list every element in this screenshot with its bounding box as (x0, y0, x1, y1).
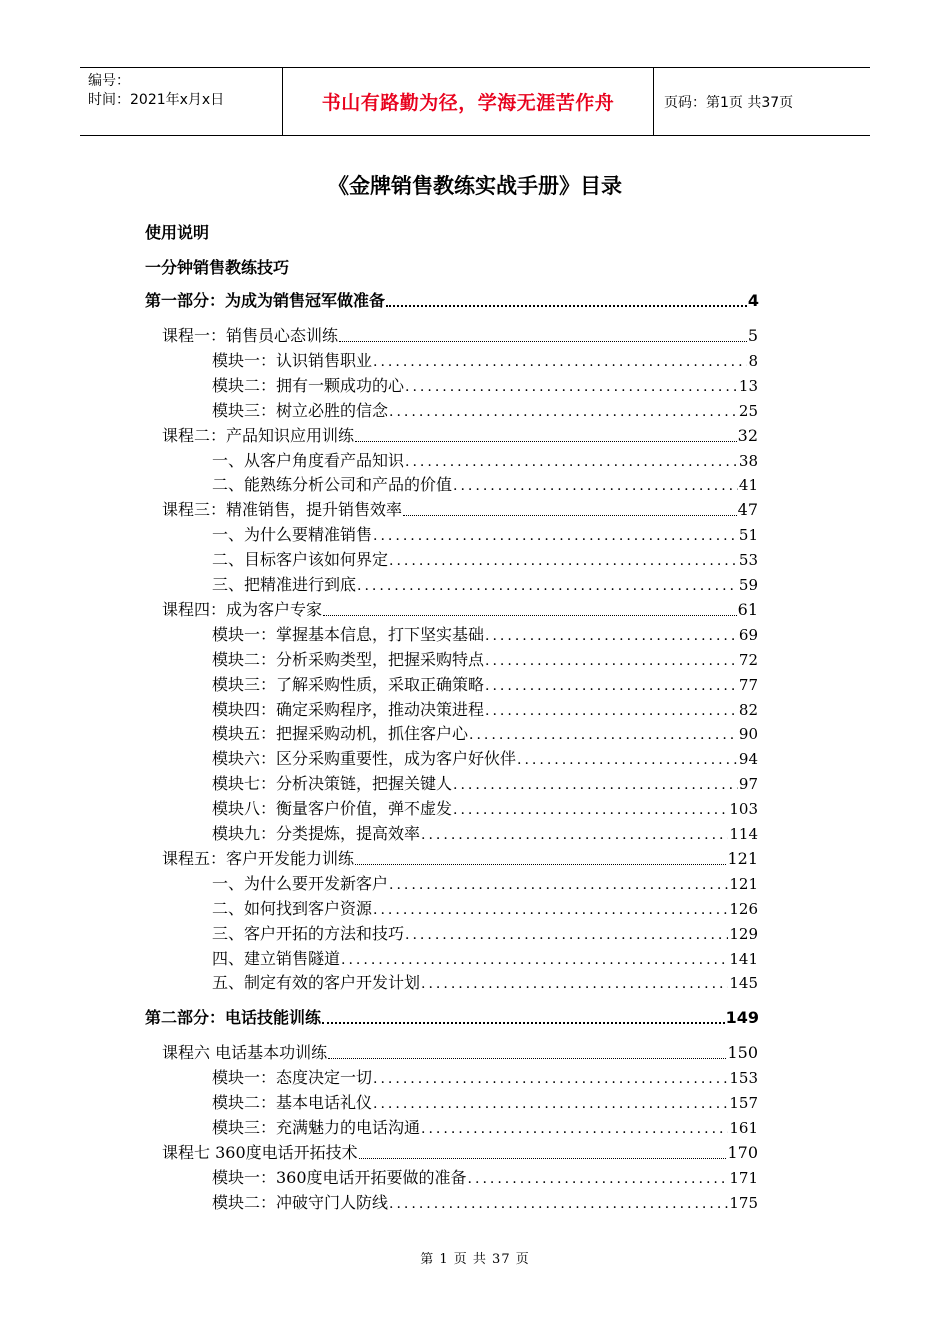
toc-entry-course[interactable] (162, 846, 758, 870)
toc-dot-leader (373, 1096, 728, 1112)
toc-entry-page: 51 (738, 526, 758, 545)
toc-entry-title: 模块六：区分采购重要性，成为客户好伙伴 (212, 749, 517, 769)
toc-entry-module[interactable] (212, 1115, 758, 1139)
toc-entry-module[interactable] (212, 1065, 758, 1089)
toc-entry-page: 150 (727, 1043, 758, 1063)
toc-entry-title: 模块三：了解采购性质，采取正确策略 (212, 674, 485, 694)
toc-entry-module[interactable] (212, 796, 758, 820)
toc-entry-page: 171 (729, 1168, 758, 1187)
toc-dot-leader (485, 653, 738, 669)
toc-entry-page: 72 (738, 650, 758, 669)
toc-entry-course[interactable] (162, 323, 758, 347)
toc-entry-title: 课程七 360度电话开拓技术 (162, 1142, 358, 1162)
toc-entry-page: 59 (738, 576, 758, 594)
toc-entry-module[interactable] (212, 1190, 758, 1214)
header-motto: 书山有路勤为径，学海无涯苦作舟 (282, 68, 654, 135)
toc-dot-leader (373, 528, 738, 544)
page-footer: 第 1 页 共 37 页 (420, 1252, 530, 1267)
intro-item-usage: 使用说明 (145, 223, 210, 242)
toc-entry-title: 模块二：基本电话礼仪 (212, 1093, 373, 1113)
toc-entry-page: 161 (729, 1119, 758, 1137)
toc-entry-title: 模块二：冲破守门人防线 (212, 1192, 389, 1212)
toc-dot-leader (485, 678, 738, 694)
toc-entry-module[interactable] (212, 398, 758, 422)
toc-dot-leader (386, 305, 747, 307)
toc-dot-leader (405, 454, 738, 470)
toc-entry-title: 模块八：衡量客户价值，弹不虚发 (212, 799, 453, 819)
header-date-label: 时间：2021年x月x日 (88, 92, 225, 108)
toc-entry-page: 94 (738, 750, 758, 769)
toc-dot-leader (421, 827, 728, 843)
toc-entry-title: 模块三：充满魅力的电话沟通 (212, 1118, 421, 1137)
toc-entry-title: 二、如何找到客户资源 (212, 898, 373, 918)
toc-entry-page: 13 (738, 376, 758, 395)
toc-entry-module[interactable] (212, 448, 758, 472)
toc-entry-module[interactable] (212, 348, 758, 372)
toc-entry-page: 41 (738, 476, 758, 495)
toc-entry-title: 第一部分：为成为销售冠军做准备 (145, 291, 386, 310)
toc-dot-leader (485, 703, 738, 719)
toc-entry-page: 77 (738, 675, 758, 694)
toc-entry-course[interactable] (162, 497, 758, 521)
toc-dot-leader (468, 1171, 729, 1187)
page-header (80, 67, 870, 136)
toc-entry-module[interactable] (212, 746, 758, 770)
toc-entry-module[interactable] (212, 647, 758, 671)
toc-entry-module[interactable] (212, 697, 758, 721)
toc-entry-title: 课程一：销售员心态训练 (162, 326, 339, 345)
toc-entry-page: 129 (729, 924, 758, 943)
toc-entry-page: 126 (729, 899, 758, 918)
toc-entry-title: 模块一：360度电话开拓要做的准备 (212, 1167, 467, 1187)
toc-dot-leader (389, 553, 738, 569)
toc-dot-leader (469, 727, 738, 743)
toc-entry-title: 课程二：产品知识应用训练 (162, 425, 355, 445)
toc-entry-page: 47 (737, 500, 758, 520)
toc-entry-title: 模块四：确定采购程序，推动决策进程 (212, 699, 485, 719)
toc-dot-leader (328, 1058, 726, 1059)
toc-entry-part[interactable] (145, 1005, 759, 1029)
toc-dot-leader (341, 952, 728, 968)
toc-entry-module[interactable] (212, 547, 758, 571)
toc-entry-page: 4 (747, 291, 759, 310)
toc-entry-title: 二、能熟练分析公司和产品的价值 (212, 475, 453, 495)
toc-dot-leader (389, 877, 728, 893)
toc-entry-title: 模块一：态度决定一切 (212, 1068, 373, 1088)
header-number-label: 编号： (88, 73, 130, 89)
toc-dot-leader (373, 902, 728, 918)
toc-entry-module[interactable] (212, 721, 758, 745)
toc-dot-leader (453, 478, 738, 494)
toc-entry-title: 二、目标客户该如何界定 (212, 550, 389, 570)
toc-entry-title: 课程三：精准销售，提升销售效率 (162, 500, 403, 520)
toc-entry-title: 模块五：把握采购动机，抓住客户心 (212, 724, 469, 744)
toc-entry-title: 四、建立销售隧道 (212, 948, 341, 968)
toc-dot-leader (517, 752, 738, 768)
toc-entry-title: 模块一：掌握基本信息，打下坚实基础 (212, 624, 485, 644)
toc-entry-title: 模块二：拥有一颗成功的心 (212, 375, 405, 395)
toc-entry-title: 三、把精准进行到底 (212, 575, 357, 594)
toc-entry-page: 175 (729, 1193, 758, 1212)
toc-entry-page: 121 (729, 874, 758, 893)
toc-entry-module[interactable] (212, 1090, 758, 1114)
toc-entry-course[interactable] (162, 597, 758, 621)
toc-entry-module[interactable] (212, 672, 758, 696)
toc-entry-page: 32 (737, 425, 758, 445)
toc-entry-page: 53 (738, 551, 758, 570)
toc-dot-leader (421, 1121, 728, 1137)
toc-entry-module[interactable] (212, 373, 758, 397)
toc-dot-leader (405, 379, 738, 395)
toc-entry-title: 课程六 电话基本功训练 (162, 1043, 328, 1063)
toc-entry-title: 模块三：树立必胜的信念 (212, 400, 389, 420)
toc-entry-page: 157 (729, 1094, 758, 1113)
toc-entry-page: 141 (729, 949, 758, 968)
toc-entry-title: 第二部分：电话技能训练 (145, 1008, 322, 1028)
toc-entry-module[interactable] (212, 472, 758, 496)
toc-entry-module[interactable] (212, 522, 758, 546)
toc-entry-course[interactable] (162, 1040, 758, 1064)
toc-dot-leader (357, 578, 738, 594)
toc-dot-leader (355, 441, 737, 442)
toc-entry-part[interactable] (145, 288, 759, 312)
toc-entry-module[interactable] (212, 946, 758, 970)
toc-entry-module[interactable] (212, 821, 758, 845)
toc-entry-page: 82 (738, 700, 758, 719)
toc-entry-title: 一、为什么要精准销售 (212, 525, 373, 545)
toc-entry-title: 五、制定有效的客户开发计划 (212, 973, 421, 993)
toc-dot-leader (373, 1071, 728, 1087)
toc-entry-module[interactable] (212, 622, 758, 646)
toc-entry-page: 103 (729, 800, 758, 819)
toc-entry-title: 三、客户开拓的方法和技巧 (212, 923, 405, 943)
toc-entry-page: 8 (748, 351, 758, 370)
toc-entry-module[interactable] (212, 1165, 758, 1189)
toc-entry-page: 90 (738, 725, 758, 744)
toc-entry-page: 153 (729, 1069, 758, 1088)
toc-entry-page: 114 (729, 825, 758, 843)
toc-dot-leader (421, 976, 728, 992)
toc-dot-leader (373, 354, 747, 370)
toc-entry-module[interactable] (212, 871, 758, 895)
toc-dot-leader (405, 927, 728, 943)
toc-dot-leader (403, 515, 737, 516)
intro-item-one-minute: 一分钟销售教练技巧 (145, 258, 290, 277)
toc-entry-title: 课程四：成为客户专家 (162, 599, 323, 619)
document-title: 《金牌销售教练实战手册》目录 (328, 174, 622, 198)
toc-entry-page: 25 (738, 401, 758, 420)
toc-entry-page: 145 (729, 974, 758, 993)
toc-entry-course[interactable] (162, 423, 758, 447)
toc-dot-leader (359, 1158, 727, 1159)
toc-entry-page: 149 (725, 1008, 759, 1028)
toc-entry-course[interactable] (162, 1140, 758, 1164)
toc-entry-title: 模块七：分析决策链，把握关键人 (212, 774, 453, 794)
toc-dot-leader (453, 802, 728, 818)
toc-entry-page: 5 (747, 326, 758, 345)
toc-dot-leader (339, 341, 747, 342)
toc-entry-page: 170 (727, 1142, 758, 1162)
toc-entry-module[interactable] (212, 896, 758, 920)
toc-entry-title: 课程五：客户开发能力训练 (162, 848, 355, 868)
toc-dot-leader (323, 615, 737, 616)
toc-entry-module[interactable] (212, 970, 758, 994)
toc-entry-page: 97 (738, 775, 758, 794)
toc-dot-leader (355, 864, 726, 865)
toc-entry-page: 121 (727, 848, 758, 868)
toc-entry-module[interactable] (212, 771, 758, 795)
toc-dot-leader (453, 777, 738, 793)
toc-entry-module[interactable] (212, 921, 758, 945)
toc-entry-title: 模块九：分类提炼，提高效率 (212, 824, 421, 843)
toc-entry-title: 模块二：分析采购类型，把握采购特点 (212, 649, 485, 669)
header-page-info: 页码：第1页 共37页 (664, 94, 794, 111)
toc-dot-leader (389, 404, 738, 420)
toc-dot-leader (485, 628, 738, 644)
toc-entry-title: 一、为什么要开发新客户 (212, 873, 389, 893)
header-meta (80, 68, 282, 135)
toc-entry-page: 69 (738, 625, 758, 644)
toc-dot-leader (389, 1196, 728, 1212)
toc-entry-page: 38 (738, 451, 758, 470)
toc-entry-page: 61 (737, 599, 758, 619)
toc-entry-title: 一、从客户角度看产品知识 (212, 450, 405, 470)
toc-dot-leader (322, 1022, 725, 1024)
toc-entry-title: 模块一：认识销售职业 (212, 350, 373, 370)
toc-entry-module[interactable] (212, 572, 758, 596)
